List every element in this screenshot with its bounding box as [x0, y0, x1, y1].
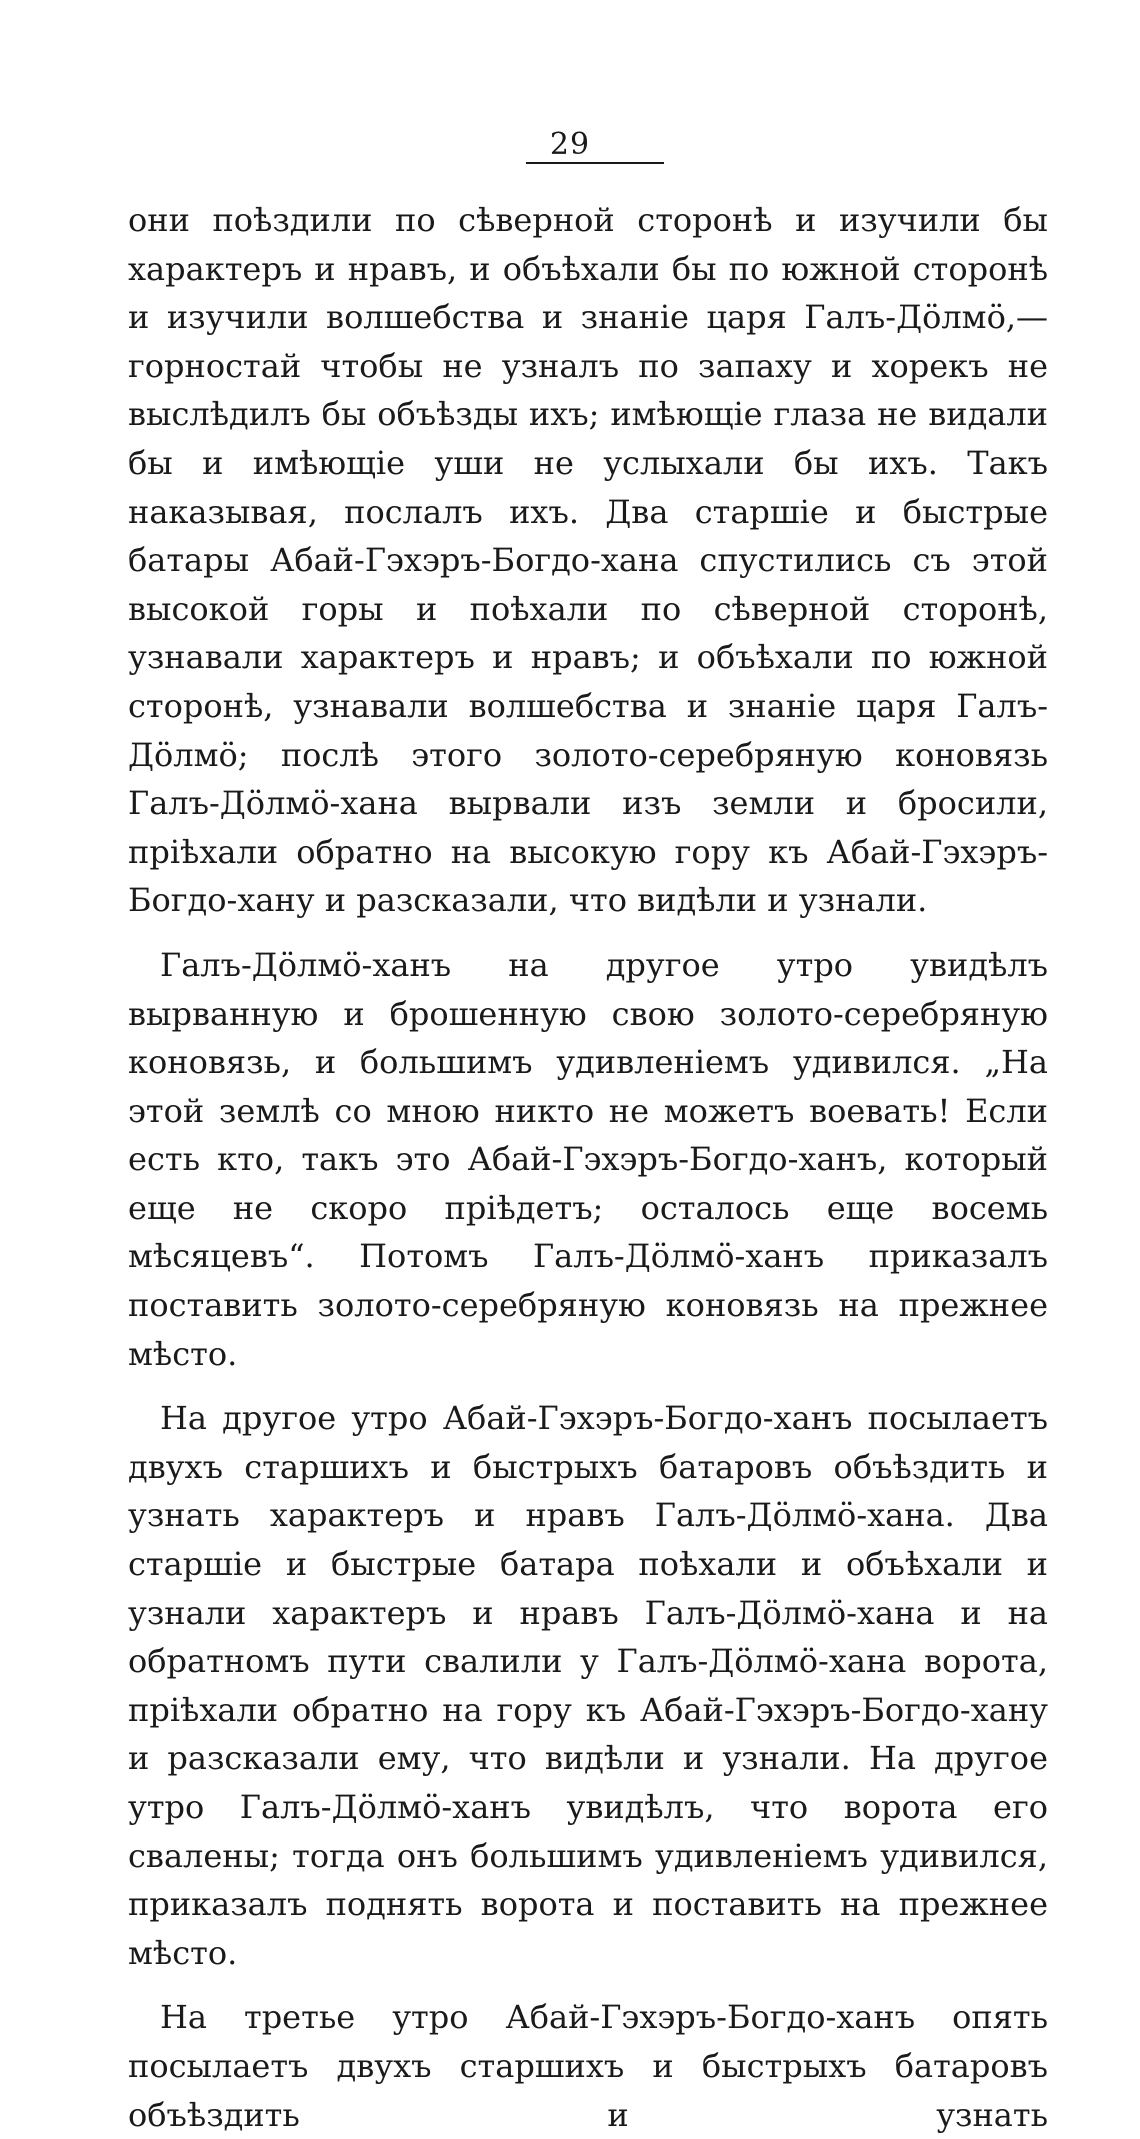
paragraph-2: Галъ-Дöлмö-ханъ на другое утро увидѣлъ вырванную и брошенную свою золото-серебряную коновязь, и большимъ удивленіемъ удивился. „На этой землѣ со мною никто не можетъ воевать! Если есть кто, такъ это Абай-Гэхэръ-Богдо-ханъ, который еще не скоро пріѣдетъ; осталось еще восемь мѣсяцевъ“. Потомъ Галъ-Дöлмö-ханъ приказалъ поставить золото-серебряную коновязь на прежнее мѣсто. — [128, 945, 1048, 1373]
page-number: 29 — [549, 127, 591, 162]
paragraph-3: На другое утро Абай-Гэхэръ-Богдо-ханъ посылаетъ двухъ старшихъ и быстрыхъ батаровъ объѣздить и узнать характеръ и нравъ Галъ-Дöлмö-хана. Два старшіе и быстрые батара поѣхали и объѣхали и узнали характеръ и нравъ Галъ-Дöлмö-хана и на обратномъ пути свалили у Галъ-Дöлмö-хана ворота, пріѣхали обратно на гору къ Абай-Гэхэръ-Богдо-хану и разсказали ему, что видѣли и узнали. На другое утро Галъ-Дöлмö-ханъ увидѣлъ, что ворота его свалены; тогда онъ большимъ удивленіемъ удивился, приказалъ поднять ворота и поставить на прежнее мѣсто. — [128, 1399, 1048, 1972]
header-rule — [526, 162, 664, 164]
paragraph-4: На третье утро Абай-Гэхэръ-Богдо-ханъ опять посылаетъ двухъ старшихъ и быстрыхъ батаровъ объѣздить и узнать — [128, 1998, 1048, 2134]
paragraph-1: они поѣздили по сѣверной сторонѣ и изучили бы характеръ и нравъ, и объѣхали бы по южной сторонѣ и изучили волшебства и знаніе царя Галъ-Дöлмö,—горностай чтобы не узналъ по запаху и хорекъ не выслѣдилъ бы объѣзды ихъ; имѣющіе глаза не видали бы и имѣющіе уши не услыхали бы ихъ. Такъ наказывая, послалъ ихъ. Два старшіе и быстрые батары Абай-Гэхэръ-Богдо-хана спустились съ этой высокой горы и поѣхали по сѣверной сторонѣ, узнавали характеръ и нравъ; и объѣхали по южной сторонѣ, узнавали волшебства и знаніе царя Галъ-Дöлмö; послѣ этого золото-серебряную коновязь Галъ-Дöлмö-хана вырвали изъ земли и бросили, пріѣхали обратно на высокую гору къ Абай-Гэхэръ-Богдо-хану и разсказали, что видѣли и узнали. — [128, 201, 1048, 920]
